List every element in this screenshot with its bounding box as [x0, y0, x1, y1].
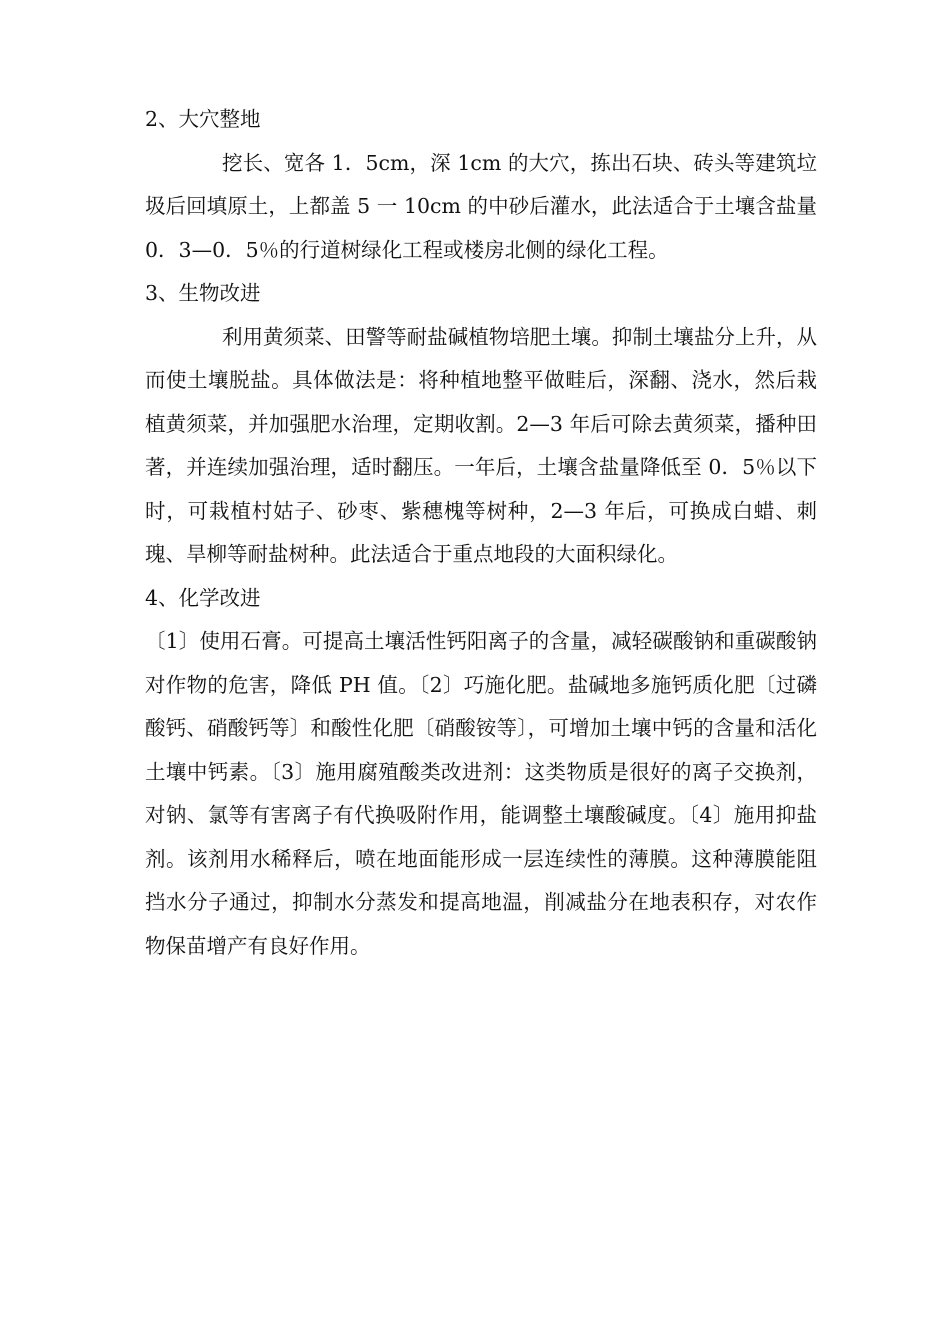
section-heading-chemical: 4、化学改进: [145, 585, 261, 610]
section-heading-biological: 3、生物改进: [145, 281, 261, 305]
section-paragraph-deep-hole: 挖长、宽各 1．5cm，深 1cm 的大穴，拣出石块、砖头等建筑垃圾后回填原土，上都盖 5 一 10cm 的中砂后灌水，此法适合于土壤含盐量 0．3—0．5％的行道树绿化工程或楼房北侧的绿化工程。: [145, 150, 817, 262]
document-body: [145, 98, 817, 968]
section-paragraph-chemical: 〔1〕使用石膏。可提高土壤活性钙阳离子的含量，减轻碳酸钠和重碳酸钠对作物的危害，降低 PH 值。〔2〕巧施化肥。盐碱地多施钙质化肥〔过磷酸钙、硝酸钙等〕和酸性化肥〔硝酸铵等〕，可增加土壤中钙的含量和活化土壤中钙素。〔3〕施用腐殖酸类改进剂：这类物质是很好的离子交换剂，对钠、氯等有害离子有代换吸附作用，能调整土壤酸碱度。〔4〕施用抑盐剂。该剂用水稀释后，喷在地面能形成一层连续性的薄膜。这种薄膜能阻挡水分子通过，抑制水分蒸发和提高地温，削减盐分在地表积存，对农作物保苗增产有良好作用。: [145, 629, 817, 958]
section-paragraph-biological: 利用黄须菜、田警等耐盐碱植物培肥土壤。抑制土壤盐分上升，从而使土壤脱盐。具体做法是：将种植地整平做畦后，深翻、浇水，然后栽植黄须菜，并加强肥水治理，定期收割。2—3 年后可除去黄须菜，播种田著，并连续加强治理，适时翻压。一年后，土壤含盐量降低至 0．5％以下时，可栽植村姑子、砂枣、紫穗槐等树种，2—3 年后，可换成白蜡、刺瑰、旱柳等耐盐树种。此法适合于重点地段的大面积绿化。: [145, 324, 817, 566]
section-heading-deep-hole: 2、大穴整地: [145, 107, 261, 131]
